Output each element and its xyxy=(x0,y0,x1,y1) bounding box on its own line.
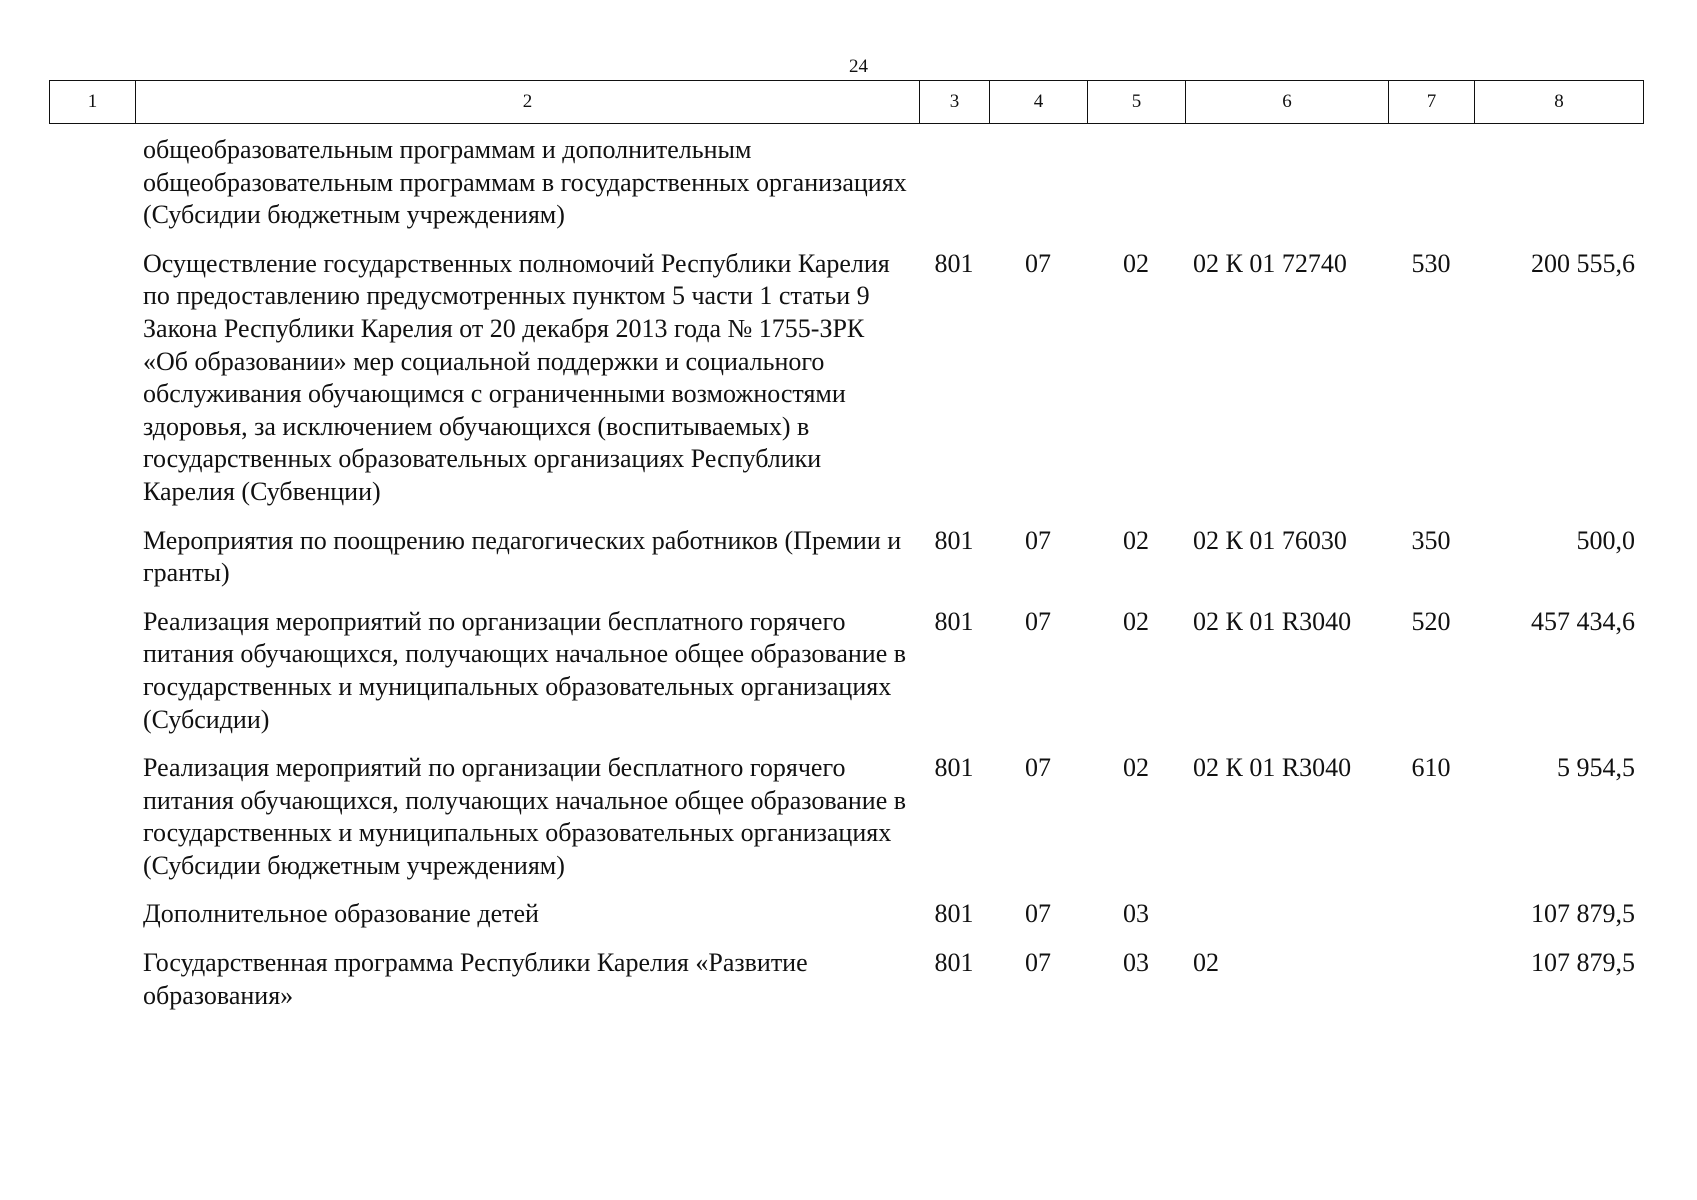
row-section-code: 07 xyxy=(1025,948,1051,978)
row-col-1 xyxy=(49,134,135,248)
row-expense-type: 530 xyxy=(1411,248,1451,278)
row-subsection-code xyxy=(1087,134,1185,248)
row-description: Осуществление государственных полномочий Республики Карелия по предоставлению предусмотренных пунктом 5 части 1 статьи 9 Закона Республики Карелия от 20 декабря 2013 года № 1755-ЗРК «Об образовании» мер социальной поддержки и социального обслуживания обучающимся с ограниченными возможностями здоровья, за исключением обучающихся (воспитываемых) в государственных образовательных организациях Республики Карелия (Субвенции) xyxy=(143,248,890,506)
row-ministry-code: 801 xyxy=(934,948,974,978)
row-target-article xyxy=(1185,898,1388,947)
budget-table xyxy=(49,134,1643,1028)
row-col-1 xyxy=(49,947,135,1028)
row-col-1 xyxy=(49,525,135,606)
row-subsection-code: 02 xyxy=(1123,248,1149,278)
row-amount: 107 879,5 xyxy=(1531,948,1635,978)
row-expense-type xyxy=(1388,947,1474,1028)
table-row xyxy=(49,947,1643,1028)
header-col-8: 8 xyxy=(1475,81,1644,124)
row-description: Государственная программа Республики Карелия «Развитие образования» xyxy=(143,948,808,1010)
row-subsection-code: 02 xyxy=(1123,753,1149,783)
row-amount: 107 879,5 xyxy=(1531,899,1635,929)
row-ministry-code: 801 xyxy=(934,525,974,555)
row-subsection-code: 03 xyxy=(1123,948,1149,978)
row-target-article: 02 xyxy=(1193,948,1219,978)
row-col-1 xyxy=(49,248,135,525)
table-row xyxy=(49,898,1643,947)
row-amount: 457 434,6 xyxy=(1531,606,1635,636)
table-row xyxy=(49,134,1643,248)
row-amount: 5 954,5 xyxy=(1557,753,1635,783)
row-ministry-code: 801 xyxy=(934,606,974,636)
row-section-code: 07 xyxy=(1025,753,1051,783)
row-target-article: 02 К 01 R3040 xyxy=(1193,606,1352,636)
row-description: Реализация мероприятий по организации бесплатного горячего питания обучающихся, получающих начальное общее образование в государственных и муниципальных образовательных организациях (Субсидии) xyxy=(143,606,907,734)
row-target-article xyxy=(1185,134,1388,248)
row-expense-type: 520 xyxy=(1411,606,1451,636)
header-col-7: 7 xyxy=(1389,81,1475,124)
row-col-1 xyxy=(49,752,135,898)
row-expense-type xyxy=(1388,898,1474,947)
row-amount xyxy=(1474,134,1643,248)
row-col-1 xyxy=(49,606,135,752)
row-ministry-code: 801 xyxy=(934,899,974,929)
table-row xyxy=(49,248,1643,525)
row-section-code: 07 xyxy=(1025,525,1051,555)
header-col-4: 4 xyxy=(990,81,1088,124)
row-section-code: 07 xyxy=(1025,606,1051,636)
table-row xyxy=(49,752,1643,898)
row-ministry-code xyxy=(919,134,989,248)
row-description: Реализация мероприятий по организации бесплатного горячего питания обучающихся, получающих начальное общее образование в государственных и муниципальных образовательных организациях (Субсидии бюджетным учреждениям) xyxy=(143,753,907,880)
row-section-code: 07 xyxy=(1025,248,1051,278)
table-row xyxy=(49,606,1643,752)
row-amount: 500,0 xyxy=(1576,525,1635,555)
row-description: Мероприятия по поощрению педагогических работников (Премии и гранты) xyxy=(143,525,902,588)
row-expense-type: 610 xyxy=(1411,753,1451,783)
row-target-article: 02 К 01 76030 xyxy=(1193,525,1347,555)
table-row xyxy=(49,525,1643,606)
row-col-1 xyxy=(49,898,135,947)
header-col-3: 3 xyxy=(920,81,990,124)
row-expense-type: 350 xyxy=(1411,525,1451,555)
row-ministry-code: 801 xyxy=(934,248,974,278)
row-section-code xyxy=(989,134,1087,248)
row-target-article: 02 К 01 72740 xyxy=(1193,248,1347,278)
header-col-5: 5 xyxy=(1088,81,1186,124)
row-target-article: 02 К 01 R3040 xyxy=(1193,753,1352,783)
row-amount: 200 555,6 xyxy=(1531,248,1635,278)
row-section-code: 07 xyxy=(1025,899,1051,929)
page-number: 24 xyxy=(849,56,868,77)
row-description: Дополнительное образование детей xyxy=(143,899,539,929)
row-subsection-code: 02 xyxy=(1123,606,1149,636)
row-ministry-code: 801 xyxy=(934,753,974,783)
row-subsection-code: 02 xyxy=(1123,525,1149,555)
row-description: общеобразовательным программам и дополнительным общеобразовательным программам в государственных организациях (Субсидии бюджетным учреждениям) xyxy=(143,135,907,230)
row-expense-type xyxy=(1388,134,1474,248)
column-number-header xyxy=(49,80,1644,124)
header-col-1: 1 xyxy=(50,81,136,124)
row-subsection-code: 03 xyxy=(1123,899,1149,929)
header-col-6: 6 xyxy=(1186,81,1389,124)
header-col-2: 2 xyxy=(136,81,920,124)
